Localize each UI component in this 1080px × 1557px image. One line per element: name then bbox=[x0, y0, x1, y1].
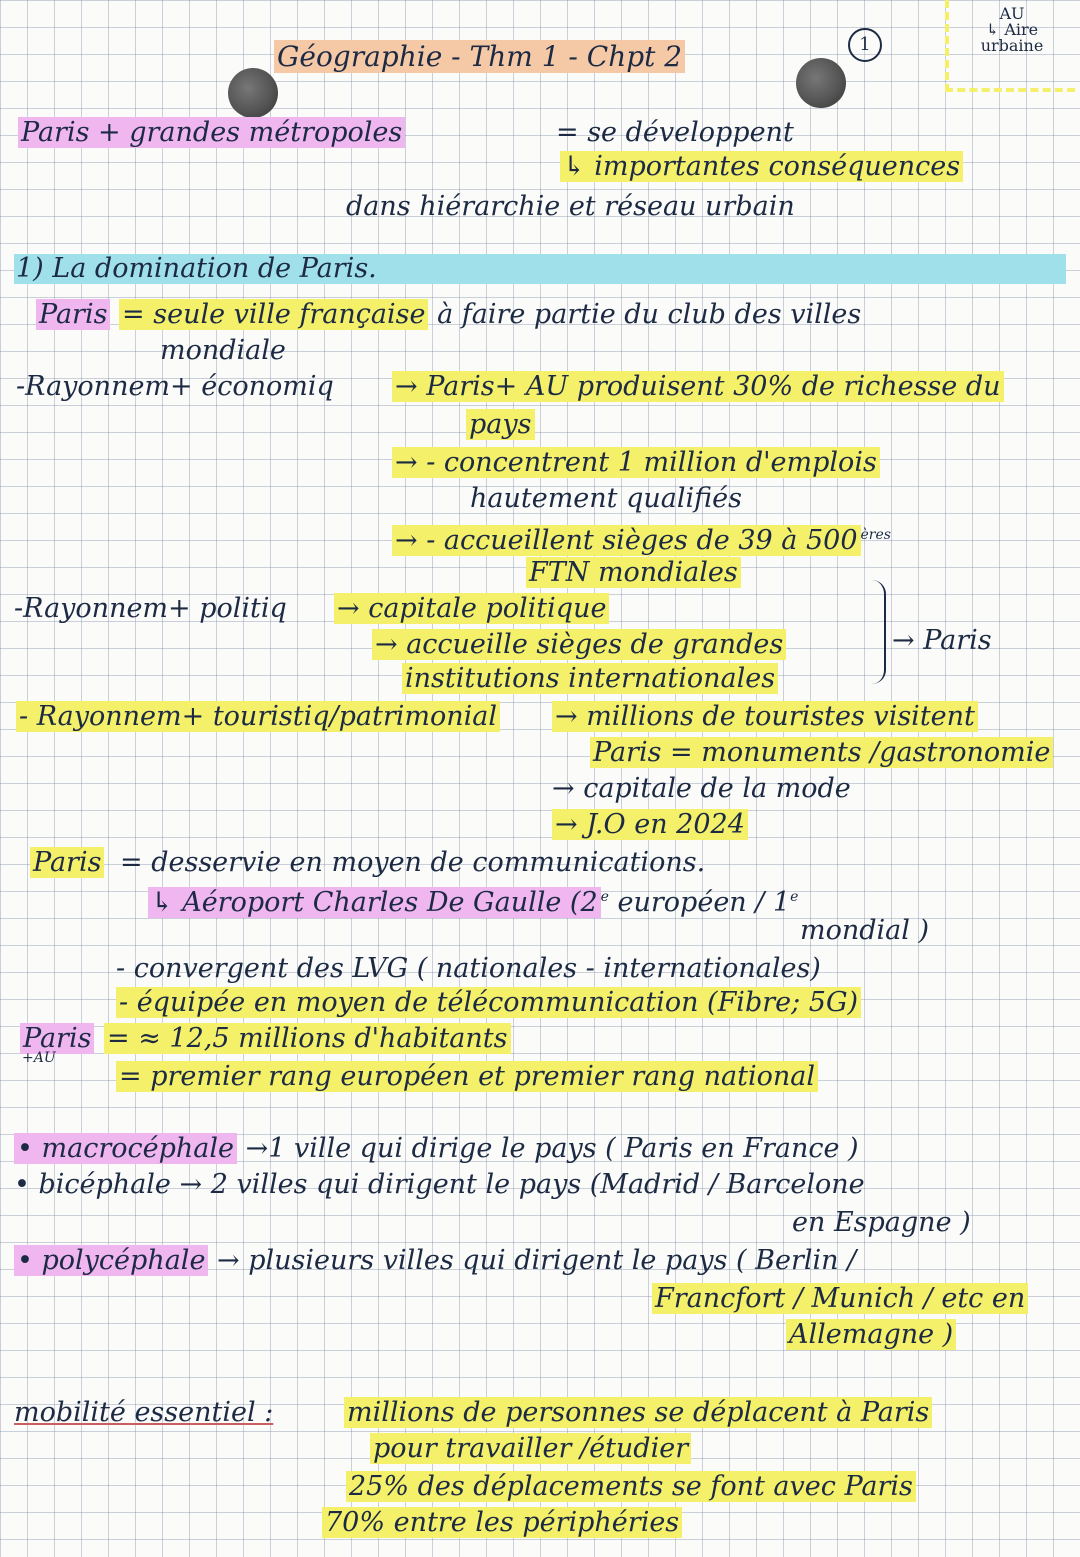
def-poly-2: Francfort / Munich / etc en bbox=[652, 1282, 1028, 1316]
eco-line-6: FTN mondiales bbox=[526, 556, 741, 590]
eco-line-5: → - accueillent sièges de 39 à 500 $^{ères}$ bbox=[392, 518, 891, 558]
def-poly: • polycéphale → plusieurs villes qui dirigent le pays ( Berlin / bbox=[14, 1244, 856, 1278]
mobility-label: mobilité essentiel : bbox=[14, 1397, 274, 1428]
eco-line-2: pays bbox=[466, 408, 535, 442]
definition-line: Paris = seule ville française à faire partie du club des villes bbox=[36, 298, 861, 332]
population-line-1: = ≈ 12,5 millions d'habitants bbox=[104, 1022, 511, 1056]
binder-hole-left bbox=[228, 68, 278, 118]
def-macro: • macrocéphale →1 ville qui dirige le pays ( Paris en France ) bbox=[14, 1132, 859, 1166]
corner-note: AU ↳ Aire urbaine bbox=[945, 0, 1075, 92]
page-title: Géographie - Thm 1 - Chpt 2 bbox=[274, 40, 685, 74]
binder-hole-right bbox=[796, 58, 846, 108]
intro-scope: dans hiérarchie et réseau urbain bbox=[346, 191, 795, 222]
intro-consequence: ↳ importantes conséquences bbox=[560, 150, 963, 184]
tour-label: - Rayonnem+ touristiq/patrimonial bbox=[16, 700, 500, 734]
transport-line-5: - équipée en moyen de télécommunication (Fibre; 5G) bbox=[116, 986, 861, 1020]
tour-line-2: Paris = monuments /gastronomie bbox=[590, 736, 1053, 770]
pol-line-2: → accueille sièges de grandes bbox=[372, 628, 786, 662]
eco-line-1: → Paris+ AU produisent 30% de richesse du bbox=[392, 370, 1004, 404]
tour-line-1: → millions de touristes visitent bbox=[552, 700, 978, 734]
transport-line-2: ↳ Aéroport Charles De Gaulle (2 $^e$ européen / 1e bbox=[148, 880, 798, 920]
pol-line-1: → capitale politique bbox=[334, 592, 609, 626]
transport-line-1: = desservie en moyen de communications. bbox=[120, 847, 706, 878]
mobility-line-1: millions de personnes se déplacent à Paris bbox=[344, 1396, 932, 1430]
intro-verb: = se développent bbox=[556, 117, 794, 148]
transport-line-4: - convergent des LVG ( nationales - internationales) bbox=[116, 953, 821, 984]
def-bi-2: en Espagne ) bbox=[792, 1207, 971, 1238]
transport-subject: Paris bbox=[30, 846, 104, 880]
def-poly-3: Allemagne ) bbox=[786, 1318, 956, 1352]
section-heading: 1) La domination de Paris. bbox=[16, 253, 377, 284]
intro-subject: Paris + grandes métropoles bbox=[18, 116, 405, 150]
mobility-line-4: 70% entre les périphéries bbox=[322, 1506, 682, 1540]
mobility-line-3: 25% des déplacements se font avec Paris bbox=[346, 1470, 916, 1504]
pol-label: -Rayonnem+ politiq bbox=[14, 593, 287, 624]
tour-line-3: → capitale de la mode bbox=[552, 773, 851, 804]
transport-line-3: mondial ) bbox=[800, 915, 930, 946]
eco-label: -Rayonnem+ économiq bbox=[16, 371, 334, 402]
eco-line-3: → - concentrent 1 million d'emplois bbox=[392, 446, 880, 480]
population-line-2: = premier rang européen et premier rang national bbox=[116, 1060, 818, 1094]
pol-line-3: institutions internationales bbox=[402, 662, 778, 696]
tour-line-4: → J.O en 2024 bbox=[552, 808, 748, 842]
def-bi: • bicéphale → 2 villes qui dirigent le pays (Madrid / Barcelone bbox=[14, 1169, 865, 1200]
population-subject-sub: +AU bbox=[22, 1050, 56, 1066]
eco-line-4: hautement qualifiés bbox=[470, 483, 742, 514]
pol-side: → Paris bbox=[892, 625, 992, 656]
brace bbox=[870, 580, 886, 684]
mobility-line-2: pour travailler /étudier bbox=[370, 1432, 691, 1466]
population-subject: Paris bbox=[20, 1022, 94, 1056]
definition-line-2: mondiale bbox=[160, 335, 286, 366]
page-number: 1 bbox=[848, 28, 882, 62]
